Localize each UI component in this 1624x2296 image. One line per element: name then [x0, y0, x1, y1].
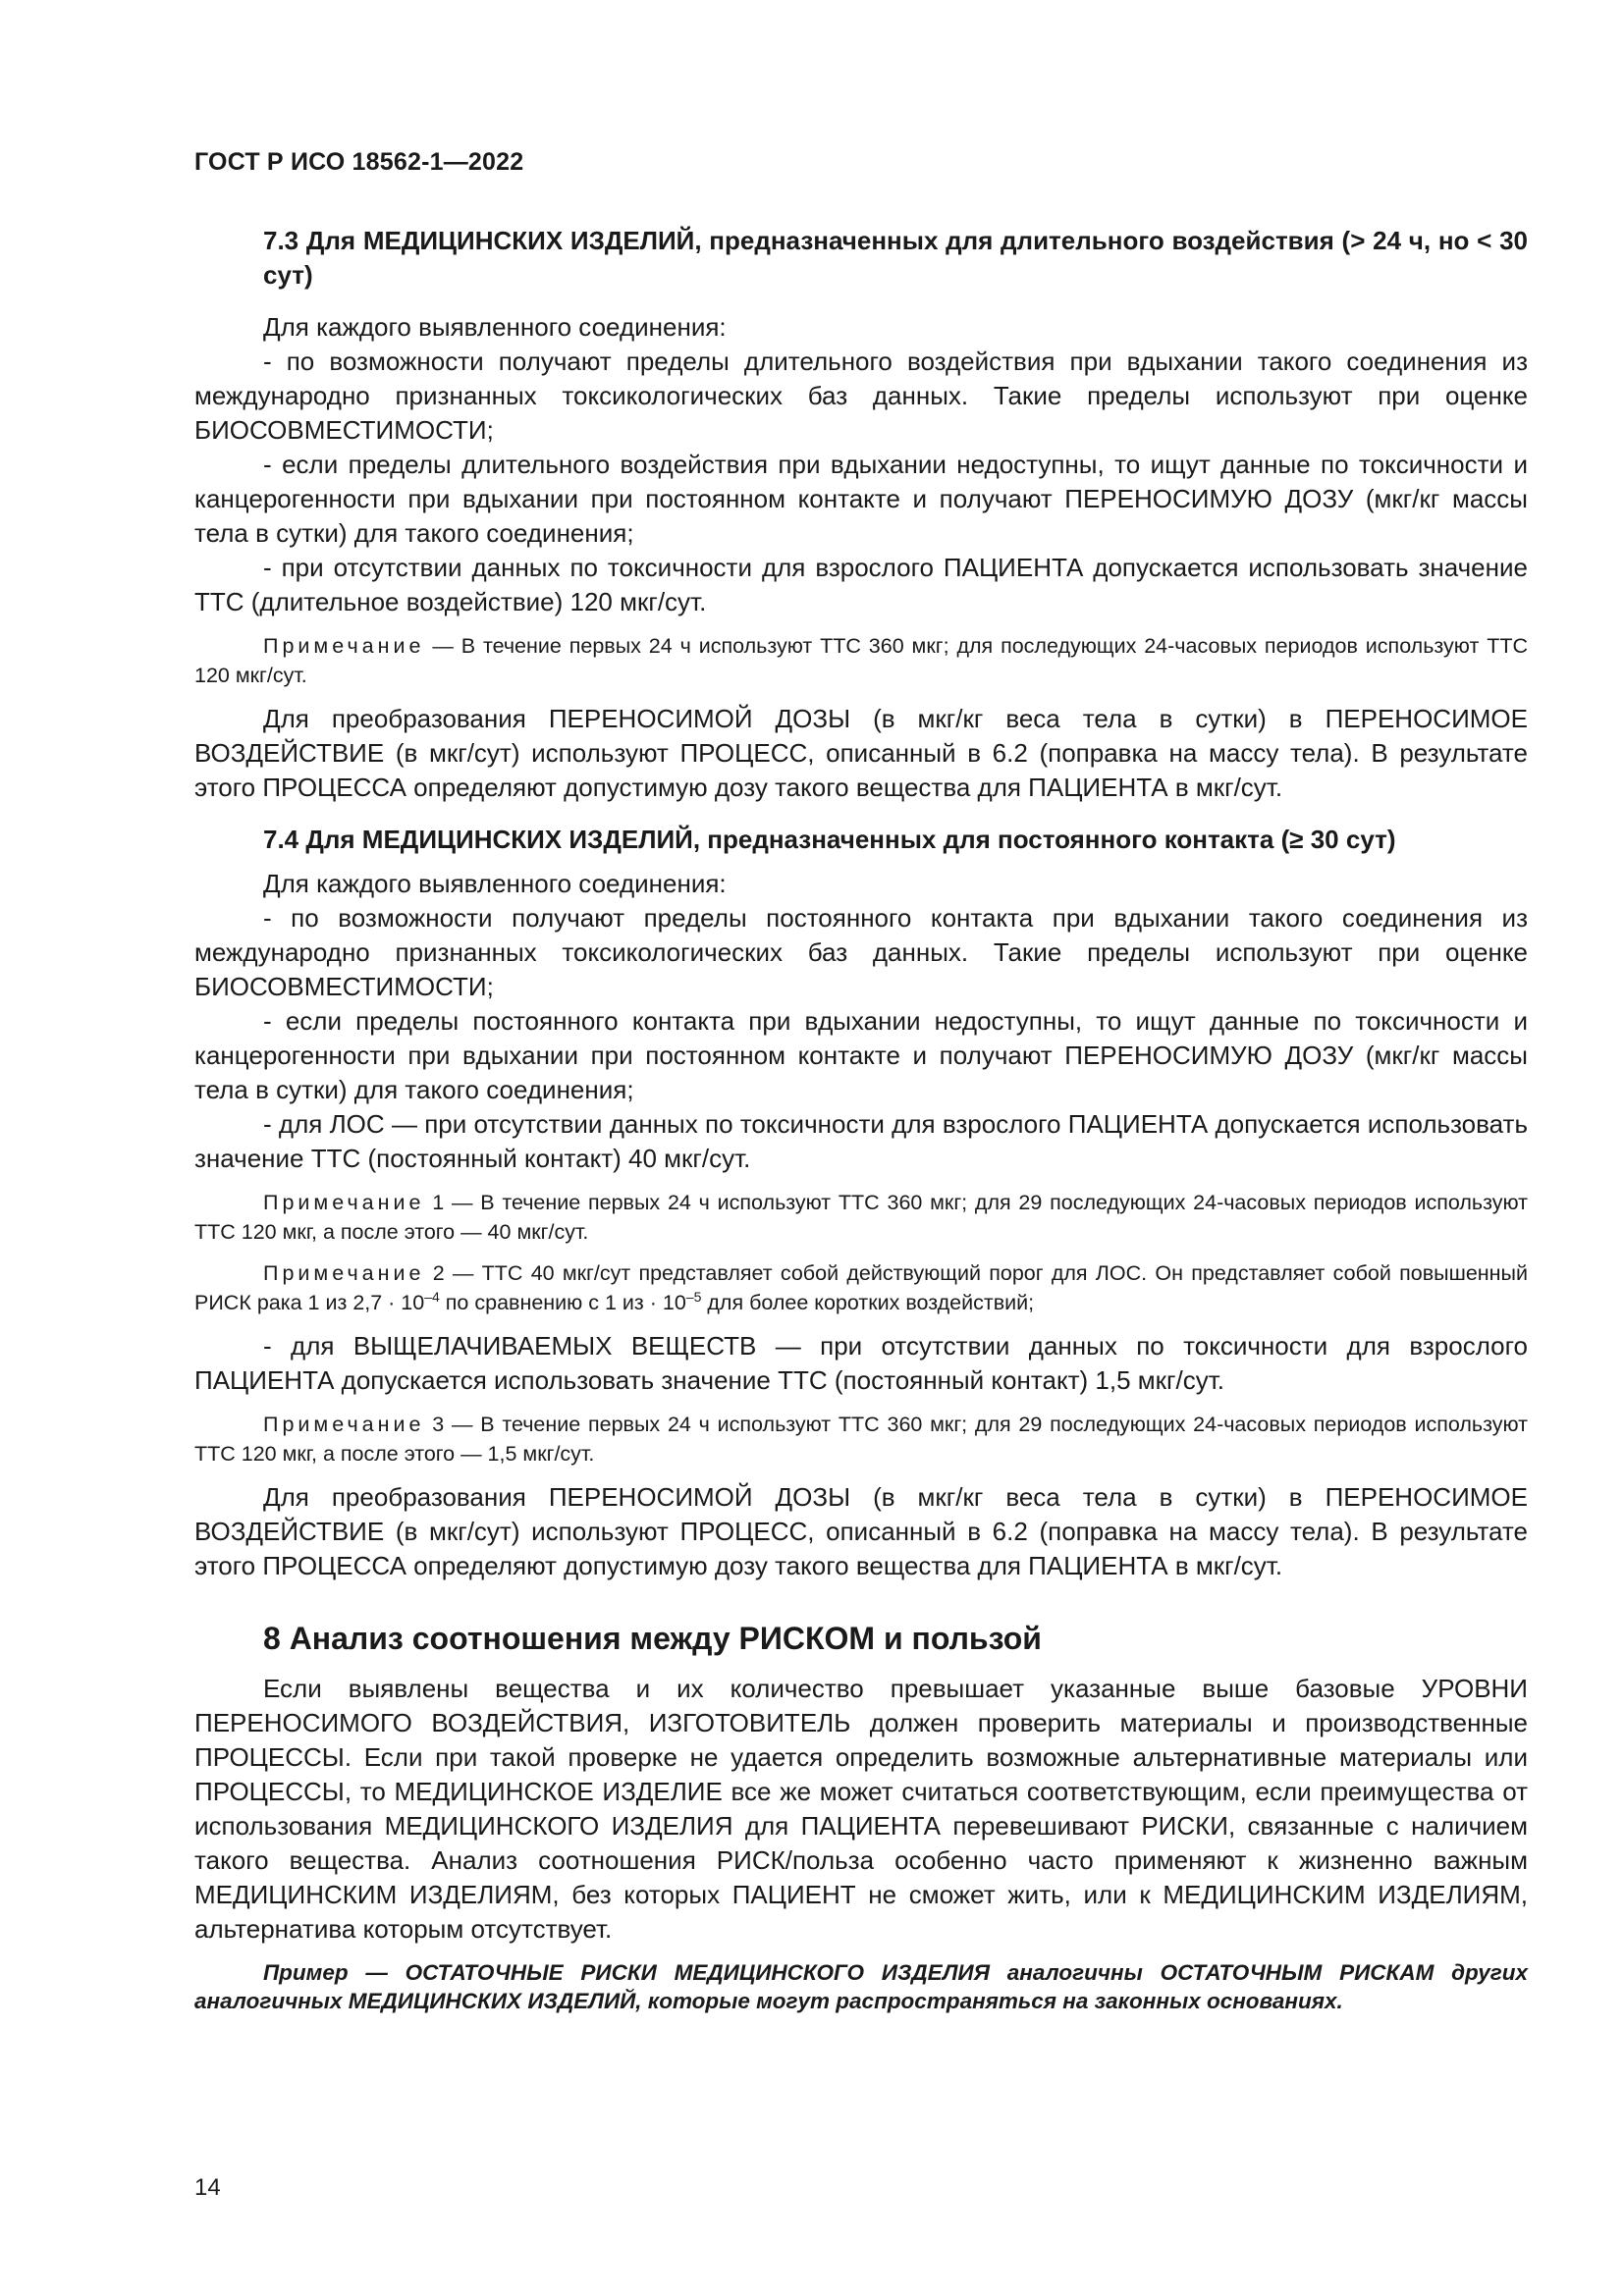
note-text: для более коротких воздействий; — [701, 1291, 1035, 1314]
list-item-7-4-3: - для ЛОС — при отсутствии данных по токсичности для взрослого ПАЦИЕНТА допускается использовать значение ТТС (постоянный контакт) 40 мкг/сут. — [194, 1109, 1528, 1173]
list-item-7-4-1: - по возможности получают пределы постоянного контакта при вдыхании такого соединения из международно признанных токсикологических баз данных. Такие пределы используют при оценке БИОСОВМЕСТИМОСТИ; — [194, 903, 1528, 1001]
list-item-7-4-2: - если пределы постоянного контакта при вдыхании недоступны, то ищут данные по токсичности и канцерогенности при вдыхании при постоянном контакте и получают ПЕРЕНОСИМУЮ ДОЗУ (мкг/кг массы тела в сутки) для такого соединения; — [194, 1006, 1528, 1104]
note-7-4-2 — [194, 1258, 1528, 1317]
document-code: ГОСТ Р ИСО 18562-1—2022 — [194, 148, 524, 176]
paragraph-7-4-intro: Для каждого выявленного соединения: — [263, 869, 727, 898]
paragraph-7-3-conversion: Для преобразования ПЕРЕНОСИМОЙ ДОЗЫ (в мкг/кг веса тела в сутки) в ПЕРЕНОСИМОЕ ВОЗДЕЙСТВИЕ (в мкг/сут) используют ПРОЦЕСС, описанный в 6.2 (поправка на массу тела). В результате этого ПРОЦЕССА определяют допустимую дозу такого вещества для ПАЦИЕНТА в мкг/сут. — [194, 704, 1528, 802]
list-item-7-3-1: - по возможности получают пределы длительного воздействия при вдыхании такого соединения из международно признанных токсикологических баз данных. Такие пределы используют при оценке БИОСОВМЕСТИМОСТИ; — [194, 347, 1528, 445]
list-item-7-4-4: - для ВЫЩЕЛАЧИВАЕМЫХ ВЕЩЕСТВ — при отсутствии данных по токсичности для взрослого ПАЦИЕНТА допускается использовать значение ТТС (постоянный контакт) 1,5 мкг/сут. — [194, 1331, 1528, 1395]
example-8: Пример — ОСТАТОЧНЫЕ РИСКИ МЕДИЦИНСКОГО ИЗДЕЛИЯ аналогичны ОСТАТОЧНЫМ РИСКАМ других аналогичных МЕДИЦИНСКИХ ИЗДЕЛИЙ, которые могут распространяться на законных основаниях. — [194, 1960, 1528, 2013]
paragraph-7-3-intro: Для каждого выявленного соединения: — [263, 312, 727, 342]
heading-7-3: 7.3 Для МЕДИЦИНСКИХ ИЗДЕЛИЙ, предназначенных для длительного воздействия (> 24 ч, но < 30 сут) — [263, 226, 1528, 290]
note-label: Примечание — [263, 634, 425, 658]
note-text: 2 — ТТС 40 мкг/сут представляет собой действующий порог для ЛОС. Он представляет собой повышенный РИСК рака 1 из 2,7 · 10 — [194, 1261, 1528, 1314]
note-label: Примечание — [263, 1413, 425, 1436]
list-item-7-3-3: - при отсутствии данных по токсичности для взрослого ПАЦИЕНТА допускается использовать значение ТТС (длительное воздействие) 120 мкг/сут. — [194, 553, 1528, 616]
note-text: — В течение первых 24 ч используют ТТС 360 мкг; для последующих 24-часовых периодов используют ТТС 120 мкг/сут. — [194, 634, 1528, 687]
note-label: Примечание — [263, 1191, 425, 1214]
note-text: 3 — В течение первых 24 ч используют ТТС 360 мкг; для 29 последующих 24-часовых периодов используют ТТС 120 мкг, а после этого — 1,5 мкг/сут. — [194, 1413, 1528, 1466]
heading-8: 8 Анализ соотношения между РИСКОМ и пользой — [263, 1621, 1042, 1656]
paragraph-7-4-conversion: Для преобразования ПЕРЕНОСИМОЙ ДОЗЫ (в мкг/кг веса тела в сутки) в ПЕРЕНОСИМОЕ ВОЗДЕЙСТВИЕ (в мкг/сут) используют ПРОЦЕСС, описанный в 6.2 (поправка на массу тела). В результате этого ПРОЦЕССА определяют допустимую дозу такого вещества для ПАЦИЕНТА в мкг/сут. — [194, 1482, 1528, 1580]
note-7-3 — [194, 631, 1528, 690]
note-7-4-3 — [194, 1410, 1528, 1468]
page-content — [194, 224, 1528, 2015]
note-label: Примечание — [263, 1261, 425, 1285]
page-number: 14 — [194, 2174, 221, 2201]
note-text: 1 — В течение первых 24 ч используют ТТС 360 мкг; для 29 последующих 24-часовых периодов используют ТТС 120 мкг, а после этого — 40 мкг/сут. — [194, 1191, 1528, 1244]
note-7-4-1 — [194, 1188, 1528, 1247]
exponent: –4 — [424, 1288, 440, 1305]
note-text: по сравнению с 1 из · 10 — [439, 1291, 686, 1314]
exponent: –5 — [685, 1288, 702, 1305]
heading-7-4: 7.4 Для МЕДИЦИНСКИХ ИЗДЕЛИЙ, предназначенных для постоянного контакта (≥ 30 сут) — [263, 825, 1396, 854]
list-item-7-3-2: - если пределы длительного воздействия при вдыхании недоступны, то ищут данные по токсичности и канцерогенности при вдыхании при постоянном контакте и получают ПЕРЕНОСИМУЮ ДОЗУ (мкг/кг массы тела в сутки) для такого соединения; — [194, 450, 1528, 548]
paragraph-8-body: Если выявлены вещества и их количество превышает указанные выше базовые УРОВНИ ПЕРЕНОСИМОГО ВОЗДЕЙСТВИЯ, ИЗГОТОВИТЕЛЬ должен проверить материалы и производственные ПРОЦЕССЫ. Если при такой проверке не удается определить возможные альтернативные материалы или ПРОЦЕССЫ, то МЕДИЦИНСКОЕ ИЗДЕЛИЕ все же может считаться соответствующим, если преимущества от использования МЕДИЦИНСКОГО ИЗДЕЛИЯ для ПАЦИЕНТА перевешивают РИСКИ, связанные с наличием такого вещества. Анализ соотношения РИСК/польза особенно часто применяют к жизненно важным МЕДИЦИНСКИМ ИЗДЕЛИЯМ, без которых ПАЦИЕНТ не сможет жить, или к МЕДИЦИНСКИМ ИЗДЕЛИЯМ, альтернатива которым отсутствует. — [194, 1674, 1528, 1944]
